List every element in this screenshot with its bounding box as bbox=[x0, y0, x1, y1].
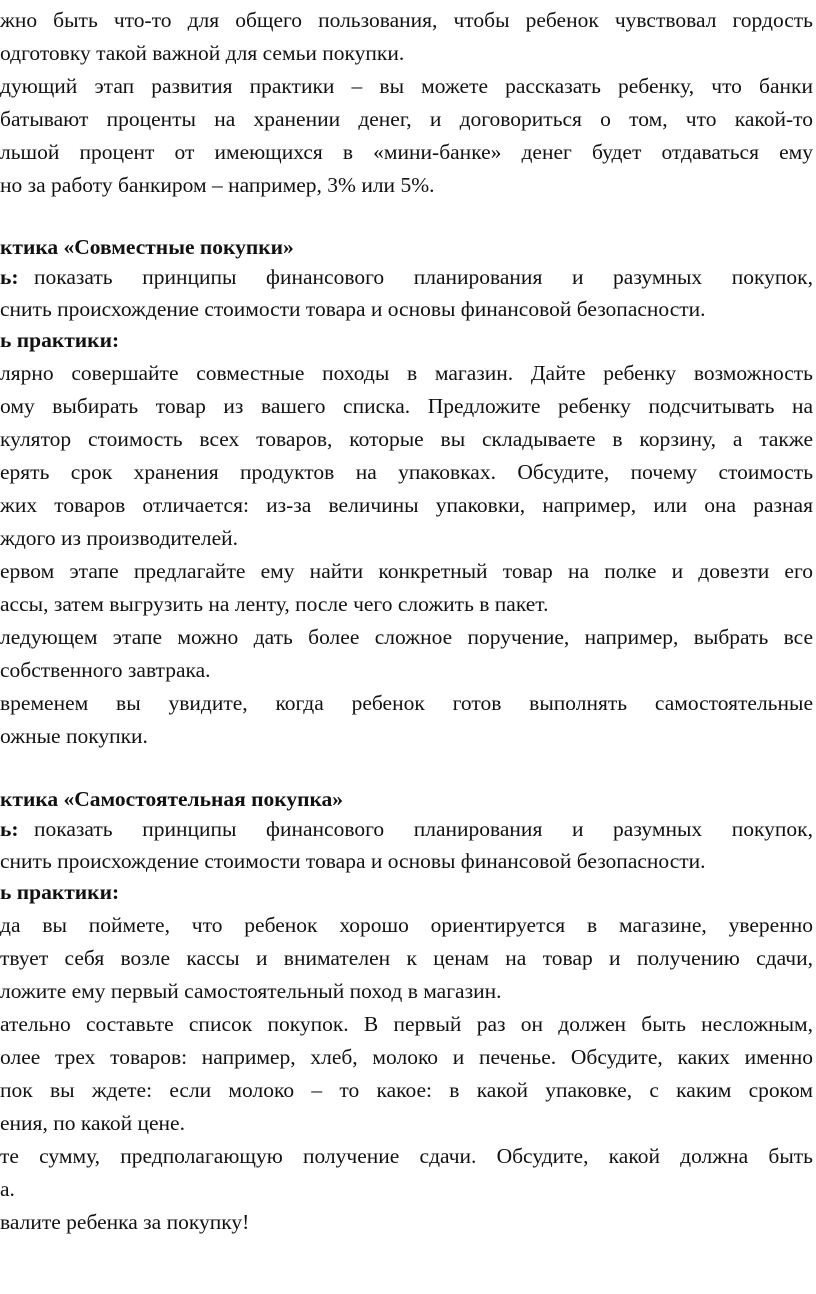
text-line: но за работу банкиром – например, 3% или 5%. bbox=[0, 173, 435, 197]
text-line: ерять срок хранения продуктов на упаковках. Обсудите, почему стоимость bbox=[0, 460, 813, 484]
goal-label: ь: bbox=[0, 265, 19, 289]
text-line: валите ребенка за покупку! bbox=[0, 1210, 250, 1234]
text-line: ервом этапе предлагайте ему найти конкретный товар на полке и довезти его bbox=[0, 559, 813, 583]
text-line: те сумму, предполагающую получение сдачи. Обсудите, какой должна быть bbox=[0, 1144, 813, 1168]
text-line: ому выбирать товар из вашего списка. Предложите ребенку подсчитывать на bbox=[0, 394, 813, 418]
text-line: ассы, затем выгрузить на ленту, после чего сложить в пакет. bbox=[0, 592, 549, 616]
practice-label: ь практики: bbox=[0, 880, 120, 904]
text-line: олее трех товаров: например, хлеб, молоко и печенье. Обсудите, каких именно bbox=[0, 1045, 813, 1069]
text-line: батывают проценты на хранении денег, и договориться о том, что какой-то bbox=[0, 107, 813, 131]
text-line: ледующем этапе можно дать более сложное поручение, например, выбрать все bbox=[0, 625, 813, 649]
text-line: льшой процент от имеющихся в «мини-банке» денег будет отдаваться ему bbox=[0, 140, 813, 164]
section-heading: ктика «Совместные покупки» bbox=[0, 235, 294, 259]
text-line: собственного завтрака. bbox=[0, 658, 211, 682]
goal-text: показать принципы финансового планирования и разумных покупок, bbox=[34, 265, 813, 289]
text-line: временем вы увидите, когда ребенок готов выполнять самостоятельные bbox=[0, 691, 813, 715]
goal-text: показать принципы финансового планирования и разумных покупок, bbox=[34, 817, 813, 841]
section-heading: ктика «Самостоятельная покупка» bbox=[0, 787, 344, 811]
text-line: снить происхождение стоимости товара и основы финансовой безопасности. bbox=[0, 297, 706, 321]
text-line: снить происхождение стоимости товара и основы финансовой безопасности. bbox=[0, 849, 706, 873]
text-line: ложите ему первый самостоятельный поход в магазин. bbox=[0, 979, 502, 1003]
text-line: ждого из производителей. bbox=[0, 526, 239, 550]
text-line: жих товаров отличается: из-за величины упаковки, например, или она разная bbox=[0, 493, 813, 517]
text-line: одготовку такой важной для семьи покупки. bbox=[0, 41, 405, 65]
text-line: ательно составьте список покупок. В первый раз он должен быть несложным, bbox=[0, 1012, 813, 1036]
text-line: ения, по какой цене. bbox=[0, 1111, 185, 1135]
text-line: пок вы ждете: если молоко – то какое: в какой упаковке, с каким сроком bbox=[0, 1078, 813, 1102]
text-line: лярно совершайте совместные походы в магазин. Дайте ребенку возможность bbox=[0, 361, 813, 385]
practice-label: ь практики: bbox=[0, 328, 120, 352]
text-line: дующий этап развития практики – вы можете рассказать ребенку, что банки bbox=[0, 74, 813, 98]
text-line: ожные покупки. bbox=[0, 724, 148, 748]
text-line: да вы поймете, что ребенок хорошо ориентируется в магазине, уверенно bbox=[0, 913, 813, 937]
text-line: твует себя возле кассы и внимателен к ценам на товар и получению сдачи, bbox=[0, 946, 813, 970]
text-line: жно быть что-то для общего пользования, чтобы ребенок чувствовал гордость bbox=[0, 8, 813, 32]
text-line: кулятор стоимость всех товаров, которые вы складываете в корзину, а также bbox=[0, 427, 813, 451]
text-line: а. bbox=[0, 1177, 15, 1201]
goal-label: ь: bbox=[0, 817, 19, 841]
